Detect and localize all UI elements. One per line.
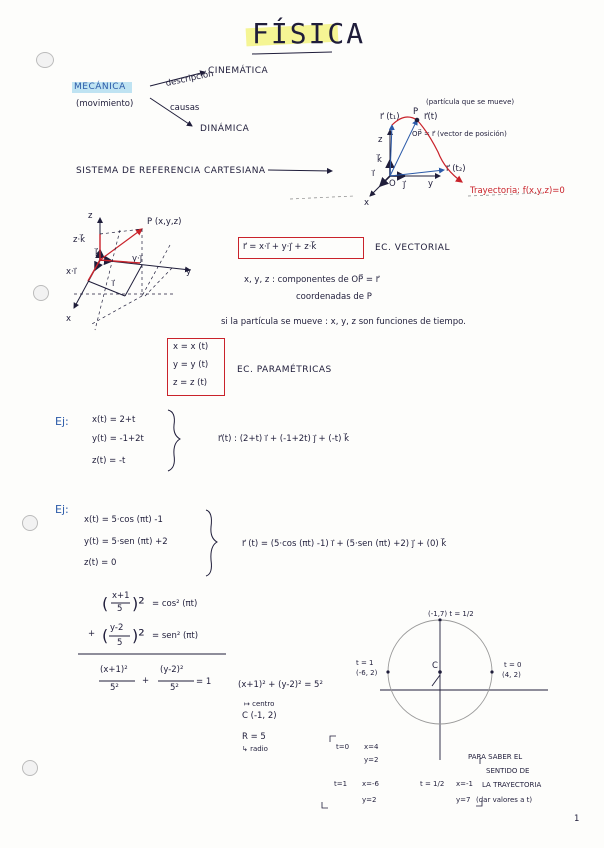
t0-y: y=2 <box>364 756 379 764</box>
coordinates-text: coordenadas de P <box>296 292 372 302</box>
table-corners <box>322 736 482 808</box>
x-axis-label-2: x <box>66 314 72 324</box>
reference-frame-diagram <box>370 117 462 196</box>
fraction-lines <box>78 603 226 681</box>
radio-value: R = 5 <box>242 732 266 742</box>
t0-label: t=0 <box>336 743 350 751</box>
thalf-x: x=-1 <box>456 780 473 788</box>
movimiento-label: (movimiento) <box>76 99 134 109</box>
t1-x: x=-6 <box>362 780 379 788</box>
circle-left-t: t = 1 <box>356 659 374 667</box>
ej2-line: z(t) = 0 <box>84 558 117 568</box>
deriv1-open: ( <box>102 594 109 613</box>
deriv1-num: x+1 <box>112 591 130 601</box>
particula-note: (partícula que se mueve) <box>426 98 515 106</box>
i-label: ı⃗ <box>372 169 375 179</box>
i-label-2: ı⃗ <box>112 279 115 289</box>
k-label-2: k⃗ <box>95 249 100 259</box>
deriv2-rhs: = sen² (πt) <box>152 631 199 641</box>
param-line: y = y (t) <box>173 360 209 370</box>
circle-trajectory-diagram <box>380 620 548 760</box>
thalf-y: y=7 <box>456 796 471 804</box>
descripcion-label: descripción <box>164 69 215 89</box>
t0-x: x=4 <box>364 743 379 751</box>
ej2-line: y(t) = 5·sen (πt) +2 <box>84 537 168 547</box>
components-text: x, y, z : componentes de OP⃗ = r⃗ <box>244 275 380 285</box>
deriv2-open: ( <box>102 626 109 645</box>
page-title: FÍSICA <box>252 17 366 50</box>
title-underline <box>252 52 332 54</box>
deriv2-close: )² <box>132 626 145 645</box>
dinamica-label: DINÁMICA <box>200 124 250 134</box>
ej1-line: z(t) = -t <box>92 456 126 466</box>
op-label: OP⃗ = r⃗ (vector de posición) <box>412 130 507 138</box>
ej2-line: x(t) = 5·cos (πt) -1 <box>84 515 163 525</box>
functions-note: si la partícula se mueve : x, y, z son funciones de tiempo. <box>221 317 466 327</box>
xi-label: x·ı⃗ <box>66 267 77 277</box>
r-t-label: r⃗(t) <box>424 112 438 122</box>
k-label: k⃗ <box>377 155 382 165</box>
ej1-line: x(t) = 2+t <box>92 415 136 425</box>
deriv1-rhs: = cos² (πt) <box>152 599 198 609</box>
sum-a-den: 5² <box>110 683 119 693</box>
t1-y: y=2 <box>362 796 377 804</box>
radio-note: ↳ radio <box>242 745 268 753</box>
p-label: P <box>413 107 419 117</box>
circle-top-label: (-1,7) t = 1/2 <box>428 610 474 618</box>
deriv1-close: )² <box>132 594 145 613</box>
trayectoria-label: Trayectoria: f(x,y,z)=0 <box>470 186 565 196</box>
sentido-line: SENTIDO DE <box>486 767 530 775</box>
sistema-label: SISTEMA DE REFERENCIA CARTESIANA <box>76 166 266 176</box>
deriv-plus: + <box>88 629 96 639</box>
cinematica-label: CINEMÁTICA <box>208 66 269 76</box>
r-t1-label: r⃗ (t₁) <box>380 112 400 122</box>
ej1-result: r⃗(t) : (2+t) ı⃗ + (-1+2t) j⃗ + (-t) k⃗ <box>218 434 350 444</box>
coordinates-diagram <box>74 218 190 308</box>
sum-a-num: (x+1)² <box>100 665 128 675</box>
ej2-result: r⃗ (t) = (5·cos (πt) -1) ı⃗ + (5·sen (πt) +2) j⃗ + (0) k⃗ <box>242 539 447 549</box>
thalf-label: t = 1/2 <box>420 780 445 788</box>
deriv1-den: 5 <box>117 604 123 614</box>
z-axis-label: z <box>378 135 383 145</box>
p-point-label: P (x,y,z) <box>147 217 182 227</box>
deriv2-num: y-2 <box>110 623 124 633</box>
yj-label: y·j⃗ <box>132 254 143 264</box>
zk-label: z·k⃗ <box>73 235 86 245</box>
r-t2-label: r⃗ (t₂) <box>446 164 466 174</box>
o-label: O <box>389 179 396 189</box>
circle-right-pt: (4, 2) <box>502 671 521 679</box>
t1-label: t=1 <box>334 780 348 788</box>
parametricas-label: EC. PARAMÉTRICAS <box>237 365 332 375</box>
vectorial-formula: r⃗ = x·ı⃗ + y·j⃗ + z·k⃗ <box>243 242 317 252</box>
z-axis-label-2: z <box>88 211 93 221</box>
x-axis-label: x <box>364 198 370 208</box>
circle-equation: (x+1)² + (y-2)² = 5² <box>238 680 323 690</box>
param-line: x = x (t) <box>173 342 209 352</box>
y-axis-label: y <box>428 179 434 189</box>
circle-right-t: t = 0 <box>504 661 522 669</box>
mecanica-label: MECÁNICA <box>74 82 126 92</box>
y-axis-label-2: y <box>186 267 192 277</box>
sentido-line: (dar valores a t) <box>476 796 533 804</box>
j-label: j⃗ <box>403 180 406 190</box>
centro-note: ↦ centro <box>244 700 275 708</box>
deriv2-den: 5 <box>117 638 123 648</box>
sum-b-den: 5² <box>170 683 179 693</box>
sum-plus: + <box>142 676 150 686</box>
sentido-line: LA TRAYECTORIA <box>482 781 542 789</box>
causas-label: causas <box>170 103 200 113</box>
circle-left-pt: (-6, 2) <box>356 669 378 677</box>
ej2-label: Ej: <box>55 503 69 516</box>
page-number: 1 <box>574 814 580 824</box>
vectorial-label: EC. VECTORIAL <box>375 243 450 253</box>
circle-center-label: C <box>432 661 438 671</box>
sum-b-num: (y-2)² <box>160 665 184 675</box>
centro-value: C (-1, 2) <box>242 711 277 721</box>
sentido-line: PARA SABER EL <box>468 753 523 761</box>
param-line: z = z (t) <box>173 378 208 388</box>
ej1-line: y(t) = -1+2t <box>92 434 144 444</box>
sum-rhs: = 1 <box>196 677 212 687</box>
dashed-guides <box>290 193 542 199</box>
braces <box>168 410 217 576</box>
ej1-label: Ej: <box>55 415 69 428</box>
